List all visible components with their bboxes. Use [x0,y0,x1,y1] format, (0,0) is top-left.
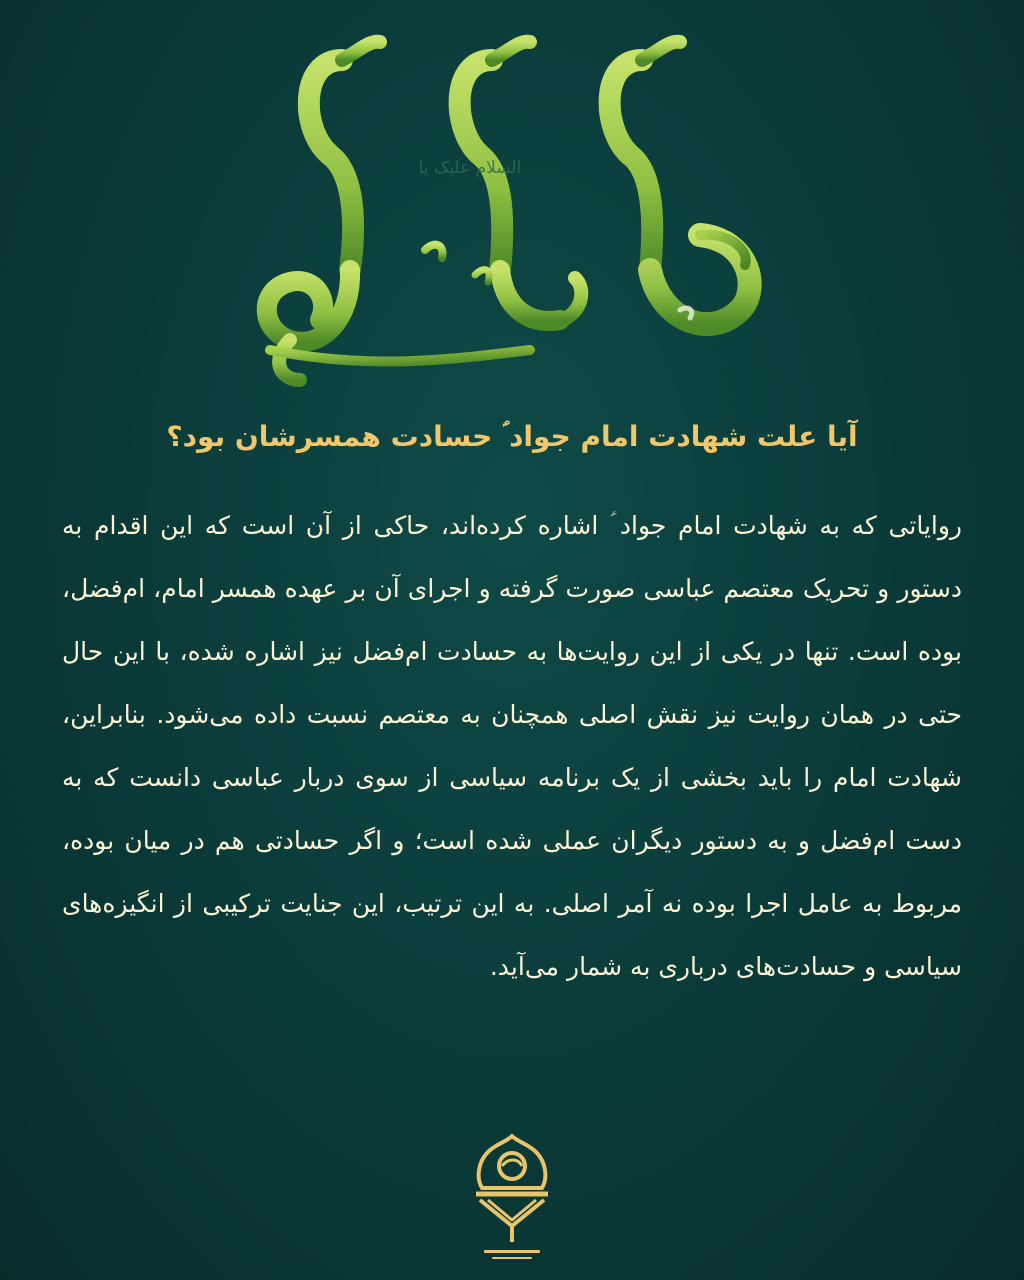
salutation-text: السلام علیک یا [418,158,522,178]
article-body: روایاتی که به شهادت امام جواد ؑ اشاره کرده‌اند، حاکی از آن است که این اقدام به دستور و تحریک معتصم عباسی صورت گرفته و اجرای آن بر عهده همسر امام، ام‌فضل، بوده است. تنها در یکی از این روایت‌ها به حسادت ام‌فضل نیز اشاره شده، با این حال حتی در همان روایت نیز نقش اصلی همچنان به معتصم نسبت داده می‌شود. بنابراین، شهادت امام را باید بخشی از یک برنامه سیاسی از سوی دربار عباسی دانست که به دست ام‌فضل و به دستور دیگران عملی شده است؛ و اگر حسادتی هم در میان بوده، مربوط به عامل اجرا بوده نه آمر اصلی. به این ترتیب، این جنایت ترکیبی از انگیزه‌های سیاسی و حسادت‌های درباری به شمار می‌آید. [62,511,962,981]
article-title: آیا علت شهادت امام جواد ؑ حسادت همسرشان بود؟ [166,420,858,453]
institution-logo [462,1130,562,1270]
calligraphy-artwork [230,20,790,410]
